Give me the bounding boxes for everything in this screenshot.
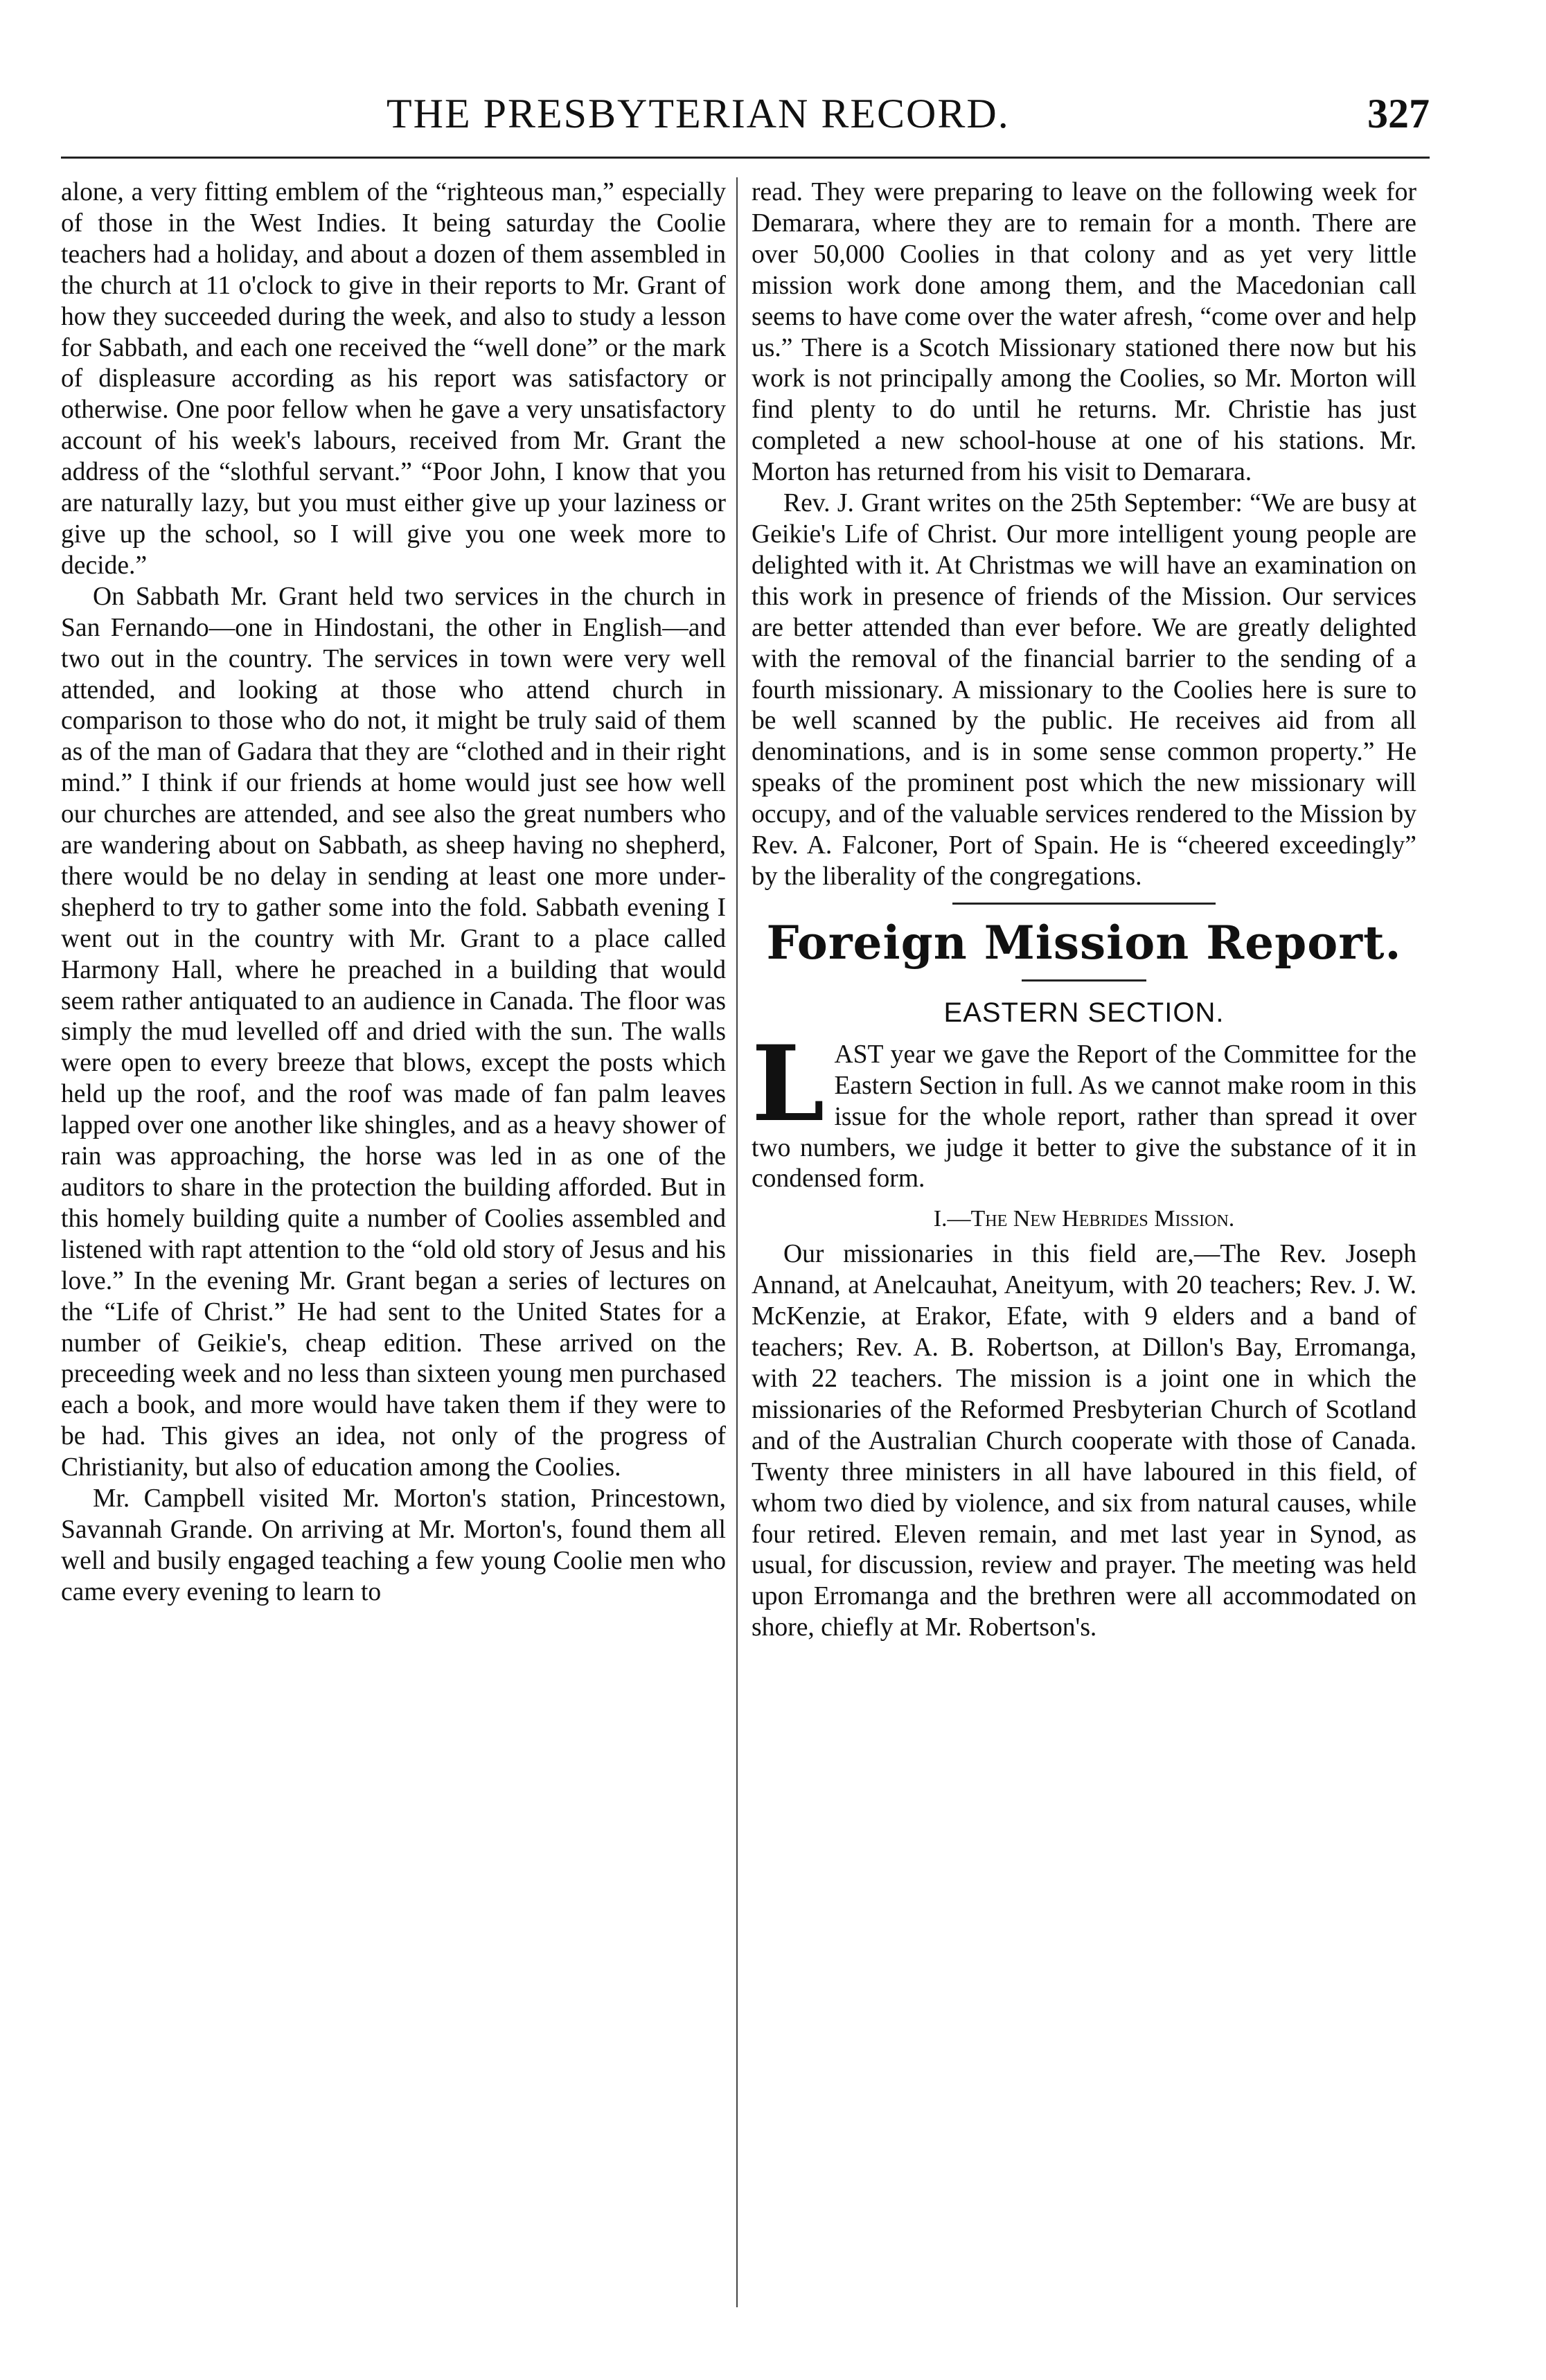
column-divider (736, 177, 738, 2307)
paragraph: On Sabbath Mr. Grant held two services in the church in San Fernando—one in Hindostani, the other in English—and two out in the country. The services in town were very well attended, and looking at those who attend church in comparison to those who do not, it might be truly said of them as of the man of Gadara that they are “clothed and in their right mind.” I think if our friends at home would just see how well our churches are attended, and see also the great numbers who are wandering about on Sabbath, as sheep having no shepherd, there would be no delay in sending at least one more under-shepherd to try to gather some into the fold. Sabbath evening I went out in the country with Mr. Grant to a place called Harmony Hall, where he preached in a building that would seem rather antiquated to an audience in Canada. The floor was simply the mud levelled off and dried with the sun. The walls were open to every breeze that blows, except the posts which held up the roof, and the roof was made of fan palm leaves lapped over one another like shingles, and as a heavy shower of rain was approaching, the horse was led in as one of the auditors to share in the protection the building afforded. But in this homely building quite a number of Coolies assembled and listened with rapt attention to the “old old story of Jesus and his love.” In the evening Mr. Grant began a series of lectures on the “Life of Christ.” He had sent to the United States for a number of Geikie's, cheap edition. These arrived on the preceeding week and no less than sixteen young men purchased each a book, and more would have taken them if they were to be had. This gives an idea, not only of the progress of Christianity, but also of education among the Coolies. (61, 582, 726, 1482)
page-header (61, 90, 1430, 151)
title-rule (1022, 979, 1146, 982)
paragraph: Our missionaries in this field are,—The Rev. Joseph Annand, at Anelcauhat, Aneityum, with 20 teachers; Rev. J. W. McKenzie, at Erakor, Efate, with 9 elders and a band of teachers; Rev. A. B. Robertson, at Dillon's Bay, Erromanga, with 22 teachers. The mission is a joint one in which the missionaries of the Reformed Presbyterian Church of Scotland and of the Australian Church cooperate with those of Canada. Twenty three ministers in all have laboured in this field, of whom two died by violence, and six from natural causes, while four retired. Eleven remain, and met last year in Synod, as usual, for discussion, review and prayer. The meeting was held upon Erromanga and the brethren were all accommodated on shore, chiefly at Mr. Robertson's. (752, 1240, 1416, 1642)
right-column (752, 177, 1416, 1644)
intro-paragraph (752, 1022, 1416, 1196)
section-heading: EASTERN SECTION. (943, 997, 1225, 1028)
sub-heading: I.—The New Hebrides Mission. (933, 1206, 1235, 1232)
paragraph: alone, a very fitting emblem of the “righteous man,” especially of those in the West Indies. It being saturday the Coolie teachers had a holiday, and about a dozen of them assembled in the church at 11 o'clock to give in their reports to Mr. Grant of how they succeeded during the week, and also to study a lesson for Sabbath, and each one received the “well done” or the mark of displeasure according as his report was satisfactory or otherwise. One poor fellow when he gave a very unsatisfactory account of his week's labours, received from Mr. Grant the address of the “slothful servant.” “Poor John, I know that you are naturally lazy, but you must either give up your laziness or give up the school, so I will give you one week more to decide.” (61, 178, 726, 580)
left-column (61, 177, 726, 1608)
paragraph: Rev. J. Grant writes on the 25th September: “We are busy at Geikie's Life of Christ. Our more intelligent young people are delighted with it. At Christmas we will have an examination on this work in presence of friends of the Mission. Our services are better attended than ever before. We are greatly delighted with the removal of the financial barrier to the sending of a fourth missionary. A missionary to the Coolies here is sure to be well scanned by the public. He receives aid from all denominations, and is in some sense common property.” He speaks of the prominent post which the new missionary will occupy, and of the valuable services rendered to the Mission by Rev. A. Falconer, Port of Spain. He is “cheered exceedingly” by the liberality of the congregations. (752, 489, 1416, 891)
header-rule (61, 157, 1430, 159)
running-title: THE PRESBYTERIAN RECORD. (386, 91, 1010, 136)
paragraph: read. They were preparing to leave on the following week for Demarara, where they are to remain for a month. There are over 50,000 Coolies in that colony and as yet very little mission work done among them, and the Macedonian call seems to have come over the water afresh, “come over and help us.” There is a Scotch Missionary stationed there now but his work is not principally among the Coolies, so Mr. Morton will find plenty to do until he returns. Mr. Christie has just completed a new school-house at one of his stations. Mr. Morton has returned from his visit to Demarara. (752, 178, 1416, 487)
section-rule (952, 903, 1216, 905)
page-number: 327 (1367, 91, 1430, 136)
intro-text: AST year we gave the Report of the Committee for the Eastern Section in full. As we cannot make room in this issue for the whole report, rather than spread it over two numbers, we judge it better to give the substance of it in condensed form. (752, 1040, 1416, 1193)
report-title: Foreign Mission Report. (766, 915, 1402, 970)
paragraph: Mr. Campbell visited Mr. Morton's station, Princestown, Savannah Grande. On arriving at Mr. Morton's, found them all well and busily engaged teaching a few young Coolie men who came every evening to learn to (61, 1484, 726, 1606)
drop-cap: L (752, 1022, 825, 1145)
